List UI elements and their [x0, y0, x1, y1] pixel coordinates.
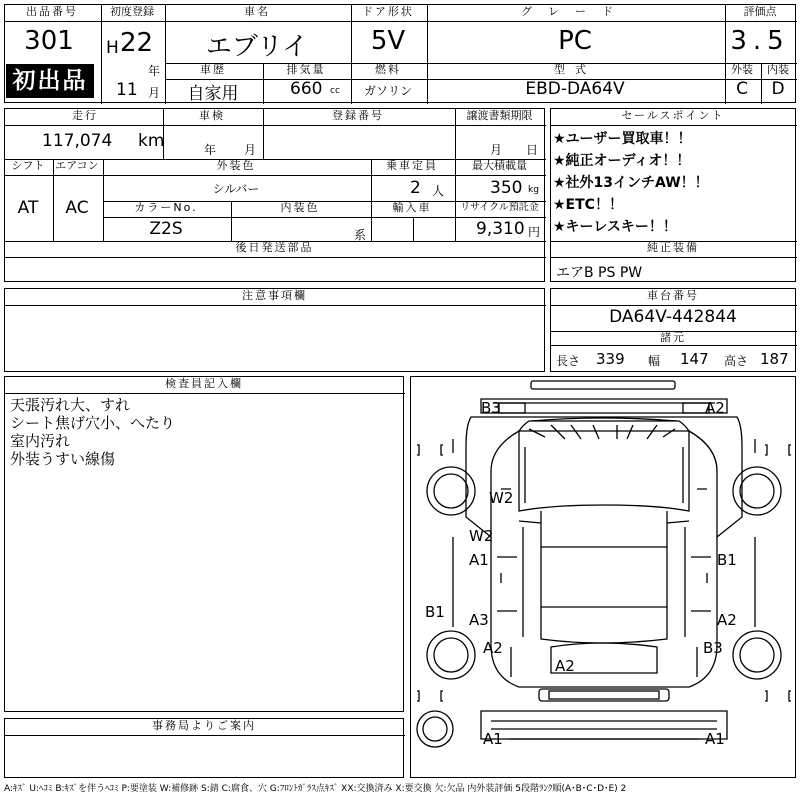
height-label: 高さ [724, 354, 749, 368]
inspector-line: 天張汚れ大、すれ [10, 396, 131, 414]
sales-point: ★キーレスキー！！ [553, 219, 677, 235]
sales-points-list [553, 128, 793, 238]
lot-number: 301 [24, 26, 74, 56]
office-label: 事務局よりご案内 [152, 719, 256, 732]
chassis-number: DA64V-442844 [609, 307, 737, 327]
score: 3.5 [730, 26, 790, 56]
inspection-year-unit: 年 [204, 143, 217, 157]
capacity-label: 乗車定員 [386, 159, 438, 172]
month-unit: 月 [148, 86, 161, 100]
inspector-line: シート焦げ穴小、へたり [10, 414, 176, 432]
ext-color: シルバー [212, 182, 260, 196]
int-color-unit: 系 [354, 228, 367, 242]
transfer-day-unit: 日 [526, 143, 539, 157]
recycle-unit: 円 [528, 225, 541, 239]
mileage-unit: km [138, 131, 165, 151]
notes-label: 注意事項欄 [242, 289, 307, 302]
max-load: 350 [490, 178, 523, 198]
damage-mark: A1 [469, 551, 489, 569]
length-label: 長さ [556, 354, 581, 368]
width: 147 [680, 350, 709, 368]
fuel: ガソリン [363, 84, 412, 98]
int-label: 内装 [767, 63, 789, 76]
damage-mark: A1 [705, 730, 725, 748]
shift: AT [17, 198, 39, 218]
sales-point: ★社外13インチAW！！ [553, 175, 709, 191]
first-listing-badge: 初出品 [6, 64, 94, 98]
year-unit: 年 [148, 64, 161, 78]
ac-label: エアコン [55, 159, 99, 172]
transfer-month-unit: 月 [490, 143, 503, 157]
inspector-line: 外装うすい線傷 [10, 450, 116, 468]
score-label: 評価点 [743, 5, 777, 18]
ext-grade: C [736, 79, 748, 99]
int-color-label: 内装色 [280, 201, 320, 214]
max-load-unit: kg [528, 185, 539, 195]
ext-label: 外装 [731, 63, 753, 76]
reg-year: 22 [120, 28, 154, 58]
grade: PC [558, 26, 592, 56]
car-name: エブリイ [205, 32, 309, 62]
height: 187 [760, 350, 789, 368]
equipment-value: エアB PS PW [556, 265, 643, 281]
displacement-label: 排気量 [286, 63, 326, 76]
transfer-label: 譲渡書類期限 [466, 109, 533, 122]
later-parts-label: 後日発送部品 [235, 241, 314, 254]
chassis-label: 車台番号 [647, 289, 699, 302]
car-diagram [410, 376, 796, 778]
door-type: 5V [370, 26, 406, 56]
dims-label: 諸元 [660, 331, 686, 344]
damage-mark: A2 [483, 639, 503, 657]
damage-mark: B1 [717, 551, 737, 569]
first-reg-label: 初度登録 [110, 5, 154, 18]
legend: A:ｷｽﾞ U:ﾍｺﾐ B:ｷｽﾞを伴うﾍｺﾐ P:要塗装 W:補修跡 S:錆 C:腐食、穴 G:ﾌﾛﾝﾄｶﾞﾗｽ点ｷｽﾞ XX:交換済み X:要交換 欠:欠品 内外装評価 5段階ﾗﾝｸ順(A･B･C･D･E) 2 [4, 784, 627, 794]
damage-mark: A2 [717, 611, 737, 629]
shift-label: シフト [11, 159, 45, 172]
import-label: 輸入車 [392, 201, 432, 214]
mileage: 117,074 [42, 131, 113, 151]
car-outline [411, 377, 797, 779]
history-label: 車歴 [200, 63, 226, 76]
inspector-notes [10, 396, 400, 468]
max-load-label: 最大積載量 [472, 159, 527, 172]
damage-mark: W2 [489, 489, 514, 507]
sales-points-label: セールスポイント [621, 109, 725, 122]
ext-color-label: 外装色 [216, 159, 256, 172]
door-label: ドア形状 [362, 5, 414, 18]
sales-point: ★ETC！！ [553, 197, 623, 213]
era: H [106, 38, 119, 58]
damage-mark: A2 [555, 657, 575, 675]
damage-mark: W2 [469, 527, 494, 545]
reg-number-label: 登録番号 [332, 109, 384, 122]
model-code: EBD-DA64V [525, 79, 625, 99]
color-no: Z2S [149, 219, 183, 239]
width-label: 幅 [648, 354, 661, 368]
displacement: 660 [290, 79, 323, 99]
history: 自家用 [187, 84, 239, 104]
lot-label: 出品番号 [26, 5, 78, 18]
grade-label: グレード [521, 5, 629, 18]
reg-month: 11 [116, 80, 138, 100]
capacity: 2 [410, 178, 421, 198]
recycle-label: リサイクル預託金 [460, 202, 539, 213]
model-label: 型式 [554, 63, 596, 76]
ac: AC [65, 198, 89, 218]
int-grade: D [771, 79, 785, 99]
inspection-month-unit: 月 [244, 143, 257, 157]
recycle: 9,310 [476, 219, 525, 239]
car-name-label: 車名 [244, 5, 270, 18]
damage-mark: B1 [425, 603, 445, 621]
inspection-label: 車検 [199, 109, 225, 122]
length: 339 [596, 350, 625, 368]
fuel-label: 燃料 [375, 63, 401, 76]
inspector-line: 室内汚れ [10, 432, 71, 450]
color-no-label: カラーNo. [134, 201, 198, 214]
damage-mark: B3 [481, 399, 501, 417]
inspector-label: 検査員記入欄 [165, 377, 243, 390]
damage-mark: A2 [705, 399, 725, 417]
damage-mark: A1 [483, 730, 503, 748]
sales-point: ★ユーザー買取車！！ [553, 131, 692, 147]
capacity-unit: 人 [432, 184, 445, 198]
damage-mark: A3 [469, 611, 489, 629]
damage-mark: B3 [703, 639, 723, 657]
sales-point: ★純正オーディオ！！ [553, 153, 691, 169]
mileage-label: 走行 [72, 109, 98, 122]
equipment-label: 純正装備 [647, 241, 699, 254]
displacement-unit: cc [330, 86, 340, 96]
